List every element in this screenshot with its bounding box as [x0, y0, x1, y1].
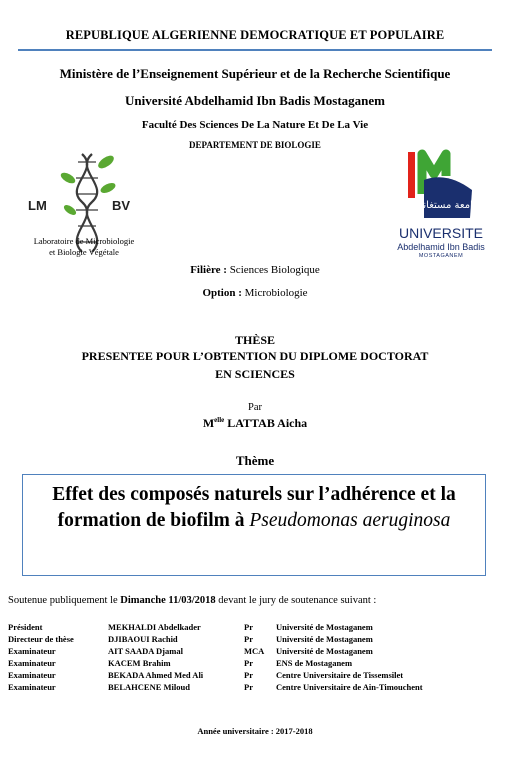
faculte-line: Faculté Des Sciences De La Nature Et De La Vie	[141, 119, 369, 131]
jury-name: MEKHALDI Abdelkader	[108, 622, 201, 632]
jury-role: Examinateur	[8, 670, 56, 680]
jury-table	[8, 621, 502, 693]
jury-row	[8, 645, 502, 657]
ministere-line: Ministère de l’Enseignement Supérieur et de la Recherche Scientifique	[59, 66, 451, 81]
jury-etablissement: Centre Universitaire de Tissemsilet	[276, 670, 404, 680]
thesis-title-text: Effet des composés naturels sur l’adhérence et la formation de biofilm à	[52, 484, 456, 531]
departement-line: DEPARTEMENT DE BIOLOGIE	[189, 140, 321, 150]
lmbv-caption-line1: Laboratoire de Microbiologie	[33, 236, 135, 246]
jury-etablissement: Université de Mostaganem	[276, 622, 373, 632]
option-value: Microbiologie	[241, 287, 308, 299]
jury-name: KACEM Brahim	[108, 658, 171, 668]
jury-name: AIT SAADA Djamal	[108, 646, 183, 656]
republique-header: REPUBLIQUE ALGERIENNE DEMOCRATIQUE ET POPULAIRE	[65, 28, 445, 42]
filiere-line	[0, 264, 510, 276]
filiere-value: Sciences Biologique	[226, 264, 320, 276]
defense-line	[8, 595, 502, 606]
jury-grade: Pr	[244, 622, 253, 632]
defense-date: Dimanche 11/03/2018	[120, 595, 216, 606]
lmbv-caption-line2: et Biologie Végétale	[49, 247, 119, 257]
jury-role: Examinateur	[8, 658, 56, 668]
jury-etablissement: Université de Mostaganem	[276, 634, 373, 644]
jury-role: Examinateur	[8, 682, 56, 692]
par-label: Par	[248, 402, 262, 413]
header-rule	[18, 49, 492, 51]
jury-grade: Pr	[244, 682, 253, 692]
theme-label: Thème	[235, 453, 275, 468]
filiere-label: Filière :	[190, 264, 227, 276]
jury-role: Directeur de thèse	[8, 634, 74, 644]
option-label: Option :	[202, 287, 242, 299]
jury-grade: Pr	[244, 634, 253, 644]
defense-prefix: Soutenue publiquement le	[8, 595, 121, 606]
jury-name: BELAHCENE Miloud	[108, 682, 190, 692]
author-name	[0, 416, 510, 431]
jury-role: Examinateur	[8, 646, 56, 656]
jury-role: Président	[8, 622, 43, 632]
university-word: UNIVERSITE	[398, 225, 483, 241]
author-fullname: LATTAB Aicha	[224, 416, 308, 430]
jury-etablissement: Université de Mostaganem	[276, 646, 373, 656]
jury-row	[8, 681, 502, 693]
university-logo	[400, 146, 486, 226]
diploma-line1: PRESENTEE POUR L’OBTENTION DU DIPLOME DOCTORAT	[81, 349, 429, 363]
universite-line: Université Abdelhamid Ibn Badis Mostaganem	[124, 93, 386, 108]
university-subname: Abdelhamid Ibn Badis	[397, 242, 485, 252]
option-line	[0, 287, 510, 299]
lmbv-left-letters: LM	[28, 198, 47, 213]
jury-grade: Pr	[244, 670, 253, 680]
academic-year: Année universitaire : 2017-2018	[197, 726, 313, 736]
thesis-title-species: Pseudomonas aeruginosa	[249, 510, 451, 531]
university-arabic-text: جامعة مستغانم	[416, 200, 480, 211]
jury-grade: Pr	[244, 658, 253, 668]
jury-row	[8, 657, 502, 669]
defense-suffix: devant le jury de soutenance suivant :	[215, 595, 377, 606]
jury-etablissement: ENS de Mostaganem	[276, 658, 353, 668]
jury-row	[8, 621, 502, 633]
lmbv-right-letters: BV	[112, 198, 131, 213]
jury-etablissement: Centre Universitaire de Ain-Timouchent	[276, 682, 423, 692]
author-prefix: M	[202, 416, 215, 430]
thesis-title-box	[22, 474, 486, 576]
jury-name: DJIBAOUI Rachid	[108, 634, 178, 644]
university-city: MOSTAGANEM	[418, 253, 464, 259]
diploma-line2: EN SCIENCES	[215, 367, 295, 381]
these-heading: THÈSE	[234, 333, 276, 347]
jury-grade: MCA	[244, 646, 265, 656]
author-title-sup: elle	[214, 416, 225, 424]
jury-name: BEKADA Ahmed Med Ali	[108, 670, 204, 680]
jury-row	[8, 633, 502, 645]
jury-row	[8, 669, 502, 681]
